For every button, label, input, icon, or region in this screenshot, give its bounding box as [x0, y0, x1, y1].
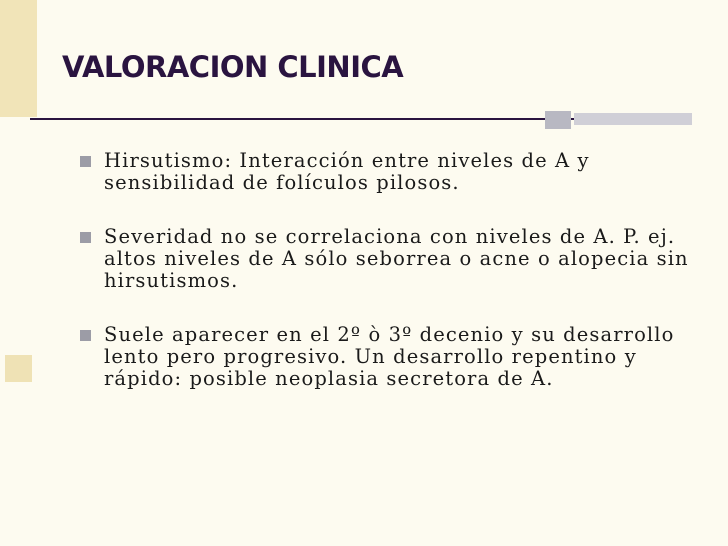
- decorative-side-strip: [0, 0, 37, 117]
- divider-accent-block: [545, 111, 571, 129]
- square-bullet-icon: [80, 330, 91, 341]
- bullet-item: [80, 226, 690, 292]
- divider-accent-bar: [574, 113, 692, 125]
- bullet-text: Suele aparecer en el 2º ò 3º decenio y su desarrollo lento pero progresivo. Un desarrollo repentino y rápido: posible neoplasia secretora de A.: [104, 323, 675, 390]
- bullet-item: [80, 324, 690, 390]
- decorative-square: [5, 355, 32, 382]
- square-bullet-icon: [80, 232, 91, 243]
- slide-title: VALORACION CLINICA: [62, 50, 404, 84]
- square-bullet-icon: [80, 156, 91, 167]
- bullet-item: [80, 150, 690, 194]
- bullet-list: [80, 150, 690, 422]
- bullet-text: Hirsutismo: Interacción entre niveles de A y sensibilidad de folículos pilosos.: [104, 149, 590, 194]
- bullet-text: Severidad no se correlaciona con niveles de A. P. ej. altos niveles de A sólo seborrea o acne o alopecia sin hirsutismos.: [104, 225, 689, 292]
